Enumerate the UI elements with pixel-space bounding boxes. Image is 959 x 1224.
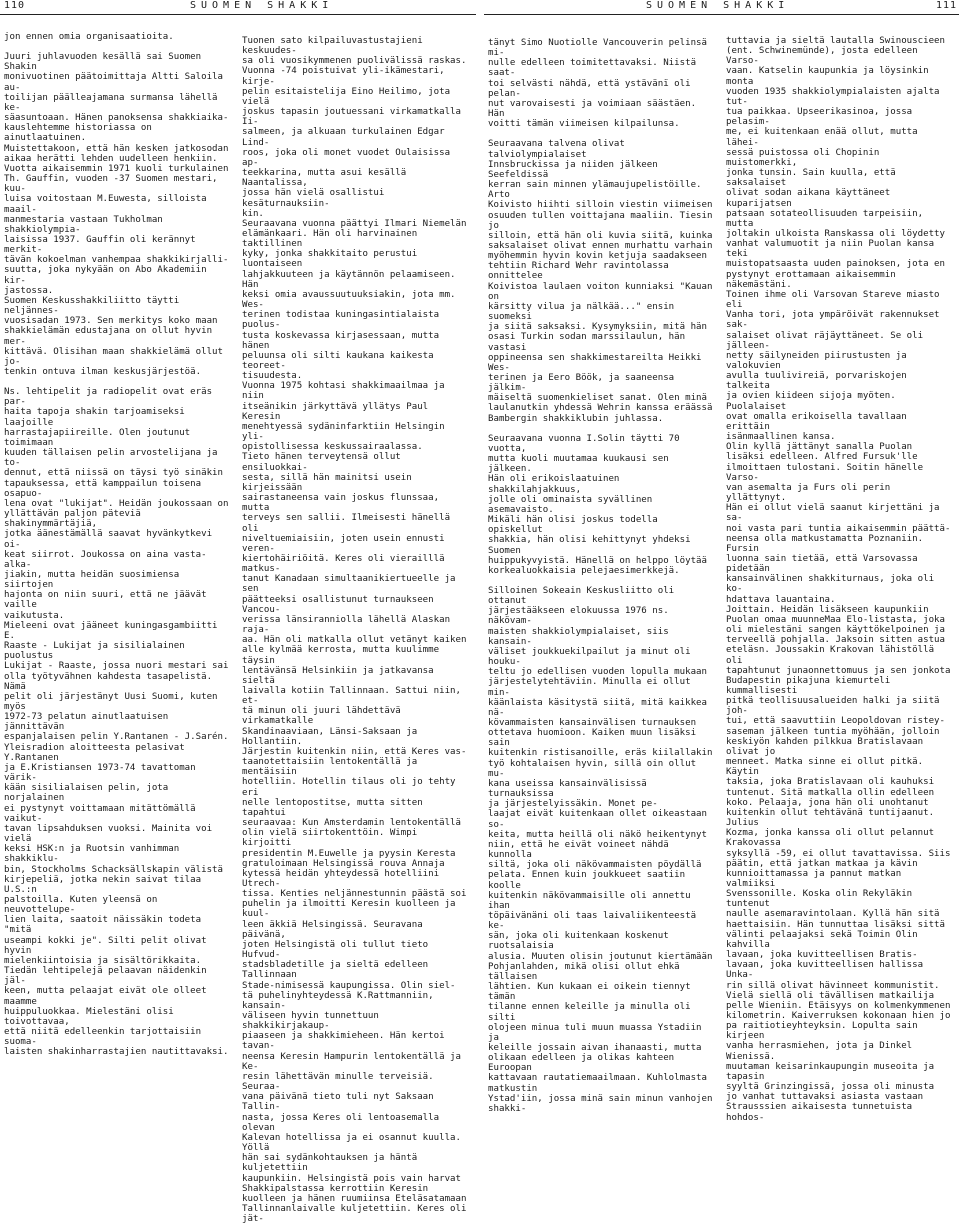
left-page-number: 110: [4, 0, 26, 11]
text-column-3: [488, 38, 716, 1114]
paragraph: Seuraavana talvena olivat talviolympialaiset Innsbruckissa ja niiden jälkeen Seefeldissä kerran sain minnen ylämaujupelistöille. Arto Koivisto hiihti silloin viestin viimeisen osuuden tullen voittajana maaliin. Tiesin jo silloin, että hän oli kuvia siitä, kuinka saksalaiset olivat ennen murhattu varhain myöhemmin hyvin kovin ketjuja saadakseen tehtiin Richard Wehr ravintolassa onnittelee Koivistoa laulaen voiton kunniaksi "Kauan on kärsitty vilua ja nälkää..." ensin suomeksi ja siitä saksaksi. Kysymyksiin, mitä hän osasi Turkin sodan marssilaulun, hän vastasi oppineensa sen shakkimestareilta Heikki Wes- terinen ja Eero Böök, ja saaneensa jälkim- mäiseltä suomenkieliset sanat. Olen minä laulanutkin yhdessä Wehrin kanssa eräässä Bambergin shakkiklubin juhlassa.: [488, 139, 713, 424]
paragraph: tuttavia ja sieltä lautalla Swinouscieen (ent. Schwinemünde), josta edelleen Varso- vaan. Katselin kaupunkia ja löysinkin monta vuoden 1935 shakkiolympialaisten ajalta tut- tua paikkaa. Upseerikasinoa, jossa pelasim- me, ei kuitenkaan enää ollut, mutta lähei- sessä puistossa oli Chopinin muistomerkki, jonka tunsin. Sain kuulla, että saksalaiset olivat sodan aikana käyttäneet kuparijatsen patsaan sotateollisuuden tarpeisiin, mutta joltakin ulkoista Ranskassa oli löydetty vanhat valumuotit ja niin Puolan kansa teki muistopatsaasta uuden painoksen, jota en pystynyt erottamaan aikaisemmin näkemästäni. Toinen ihme oli Varsovan Stareve miasto eli Vanha tori, jota ympäröivät rakennukset sak- salaiset olivat räjäyttäneet. Se oli jälleen- netty säilyneiden piirustusten ja valokuvien avulla tuulivireiä, porvariskojen talkeita ja ovien kiideen sijoja myöten. Puolalaiset ovat omalla erikoisella tavallaan erittäin isänmaallinen kansa. Olin kyllä jättänyt sanalla Puolan lisäksi edelleen. Alfred Fursuk'lle ilmoittaen tulostani. Soitin hänelle Varso- van asemalta ja Furs oli perin yllättynyt. Hän ei ollut vielä saanut kirjettäni ja sa- noi vasta pari tuntia aikaisemmin päättä- neensa olla matkustamatta Poznaniin. Fursin luonna sain tietää, että Varsovassa pidetään kansainvälinen shakkiturnaus, joka oli ko- hdattava lauantaina. Joittain. Heidän lisäkseen kaupunkiin Puolan omaa muunneMaa Elo-listasta, joka oli mielestäni sangen käyttökelpoinen ja terveellä pohjalla. Jaksoin sitten astua eteläsn. Joussakin Krakovan lähistöllä oli tapahtunut junaonnettomuus ja sen jonkota Budapestin pikajuna kiemurteli kummallisesti pitkä teollisuusalueiden halki ja siitä joh- tui, että saavuttiin Leopoldovan ristey- saseman jälkeen tuntia myöhään, jolloin keskiyön kahden pilkkua Bratislavaan olivat jo menneet. Matka sinne ei ollut pitkä. Käytin taksia, joka Bratislavaan oli kauhuksi tuntenut. Sitä matkalla ollin edelleen koko. Pelaaja, jona hän oli unohtanut kuitenkin ollut tehtävänä tuntijaanut. Julius Kozma, jonka kanssa oli ollut pelannut Krakovassa syksyllä -59, ei ollut tavattavissa. Siis päätin, että jatkan matkaa ja kävin kunnioittamassa ja pannut matkan valmiiksi Svenssonille. Koska olin Rekyläkin tuntenut naulle asemaravintolaan. Kyllä hän sitä haettaisiin. Hän tunnuttaa lisäksi sittä välinti pelaajaksi sekä Toimin Olin kahvilla lavaan, joka kuvitteellisen Bratis- lavaan, joka kuvitteellisen hallissa Unka- rin sillä olivat hävinneet kommunistit. Vielä siellä oli tävällisen matkailija pelle Wieniin. Etäisyys on kolmenkymmenen kilometrin. Kaiverruksen kokonaan hien jo pa raitiotieyhteyksin. Lopulta sain kirjeen vanha herrasmiehen, jota ja Dinkel Wienissä. muutaman keisarinkaupungin museoita ja tapasin syyltä Grinzingissä, jossa oli minusta jo vanhat tuttavaksi asiasta vastaan Strausssien aikaisesta tunnetuista hohdos-: [726, 36, 951, 1123]
paragraph: Silloinen Sokeain Keskusliitto oli ottanut järjestääkseen elokuussa 1976 ns. näkövam- maisten shakkiolympialaiset, siis kansain- väliset joukkuekilpailut ja minut oli houku- teltu jo edellisen vuoden lopulla mukaan järjestelytehtäviin. Minulla ei ollut min- käänlaista käsitystä siitä, mitä kaikkea nä- kövammaisten kansainvälisen turnauksen ottetava huomioon. Kaiken muun lisäksi sain kuitenkin ristisanoille, eräs kiilallakin työ kohtalaisen hyvin, sillä oin ollut mu- kana useissa kansainvälisissä turnauksissa ja järjestelyissäkin. Monet pe- laajat eivät kuitenkaan ollet oikeastaan so- keita, mutta heillä oli näkö heikentynyt niin, että he eivät voineet nähdä kunnolla siltä, joka oli näkövammaisten pöydällä pelata. Ennen kuin joukkueet saatiin koolle kuitenkin näkövammaisille oli annettu ihan töpäivänäni oli taas laivaliikenteestä ke- sän, joka oli kuitenkaan koskenut ruotsalaisia alusia. Muuten olisin joutunut kiertämään Pohjanlahden, mikä olisi ollut ehkä tällaisen lähtien. Kun kukaan ei oikein tiennyt tämän tilanne ennen keleille ja minulla oli silti olojeen minua tuli muun muassa Ystadiin ja keleille jossain aivan ihanaasti, mutta olikaan edelleen ja olikas kahteen Euroopan kattavaan rautatiemaailmaan. Kuhlolmasta matkustin Ystad'iin, jossa minä sain minun vanhojen shakki-: [488, 585, 713, 1114]
text-column-2: [242, 36, 470, 1224]
paragraph: Juuri juhlavuoden kesällä sai Suomen Shakin monivuotinen päätoimittaja Altti Saloila au- toilijan päälleajamana surmansa lähellä ke- säasuntoaan. Hänen panoksensa shakkiaika- kauslehtemme historiassa on ainutlaatuinen. Muistettakoon, että hän kesken jatkosodan aikaa herätti lehden uudelleen henkiin. Vuotta aikaisemmin 1971 kuoli turkulainen Th. Gauffin, vuoden -37 Suomen mestari, kuu- luisa voitostaan M.Euwesta, silloista maail- manmestaria vastaan Tukholman shakkiolympia- laisissa 1937. Gauffin oli kerännyt merkit- tävän kokoelman vanhempaa shakkikirjalli- suutta, joka nykyään on Abo Akademiin kir- jastossa. Suomen Keskusshakkiliitto täytti neljännes- vuosisadan 1973. Sen merkitys koko maan shakkielämän edustajana on ollut hyvin mer- kittävä. Olisihan maan shakkielämä ollut jo- tenkin ontuva ilman keskusjärjestöä.: [4, 52, 229, 377]
paragraph: Tuonen sato kilpailuvastustajieni keskuudes- sa oli vuosikymmenen puolivälissä raskas. Vuonna -74 poistuivat yli-ikämestari, kirje- pelin esitaistelija Eino Heilimo, jota vielä joskus tapasin joutuessani virkamatkalla Ii- salmeen, ja alkuaan turkulainen Edgar Lind- roos, joka oli monet vuodet Oulaisissa ap- teekkarina, mutta asui kesällä Naantalissa, jossa hän vielä osallistui kesäturnauksiin- kin. Seuraavana vuonna päättyi Ilmari Niemelän elämänkaari. Hän oli harvinainen taktillinen kyky, jonka shakkitaito perustui luontaiseen lahjakkuuteen ja käytännön pelaamiseen. Hän keksi omia avaussuutuuksiakin, jota mm. Wes- terinen todistaa kuningasintialaista puolus- tusta koskevassa kirjasessaan, mutta hänen peluunsa oli silti kaukana kaikesta teoreet- tisuudesta. Vuonna 1975 kohtasi shakkimaailmaa ja niin itseänikin järkyttävä yllätys Paul Keresin menehtyessä sydäninfarktiin Helsingin yli- opistollisessa keskussairaalassa. Tieto hänen terveytensä ollut ensiluokkai- sesta, sillä hän mainitsi usein kirjeissään sairastaneensa vain joskus flunssaa, mutta terveys sen sallii. Ilmeisesti hänellä oli niveltuemiaisiin, joten usein ennusti veren- kiertohäiriöitä. Keres oli vierailllä matkus- tanut Kanadaan simultaanikiertueelle ja sen päätteeksi osallistunut turnaukseen Vancou- verissa länsiranniolla lähellä Alaskan raja- aa. Hän oli matkalla ollut vetänyt kaiken alle kylmää kerrosta, mutta kuulimme täysin lentävänsä Helsinkiin ja jatkavansa sieltä laivalla kotiin Tallinnaan. Sattui niin, et- tä minun oli juuri lähdettävä virkamatkalle Skandinaaviaan, Länsi-Saksaan ja Hollantiin. Järjestin kuitenkin niin, että Keres vas- taanotettaisiin lentokentällä ja mentäisiin hotelliin. Hotellin tilaus oli jo tehty eri nelle lentopostitse, mutta sitten tapahtui seuraavaa: Kun Amsterdamin lentokentällä olin vielä siirtokenttöin. Wimpi kirjoitti presidentin M.Euwelle ja pyysin Keresta gratuloimaan Helsingissä rouva Annaja kytessä heidän yhteydessä hotelliini Utrech- tissa. Kenties neljännestunnin päästä soi puhelin ja ilmoitti Keresin kuolleen ja kuul- leen äkkiä Helsingissä. Seuravana päivänä, joten Helsingistä oli tullut tieto Hufvud- stadsbladetille ja sieltä edelleen Tallinnaan Stade-nimisessä kaupungissa. Olin siel- tä puhelinyhteydessä K.Rattmanniin, kansain- väliseen hyvin tunnettuun shakkikirjakaup- piaaseen ja shakkimieheen. Hän kertoi tavan- neensa Keresin Hampurin lentokentällä ja Ke- resin lähettävän minulle terveisiä. Seuraa- vana päivänä tieto tuli nyt Saksaan Tallin- nasta, jossa Keres oli lentoasemalla olevan Kalevan hotellissa ja ei osannut kuulla. Yöllä hän sai sydänkohtauksen ja häntä kuljetettiin kaupunkiin. Helsingistä pois vain harvat Shakkipalstassa kerrottiin Keresin kuolleen ja hänen ruumiinsa Eteläsatamaan Tallinnanlaivalle kuljetettiin. Keres oli jät-: [242, 36, 467, 1224]
left-running-head: SUOMEN SHAKKI: [190, 0, 334, 11]
paragraph: tänyt Simo Nuotiolle Vancouverin pelinsä mi- nulle edelleen toimitettavaksi. Niistä saat- toi selvästi nähdä, että ystävänï oli pelan- nut varovaisesti ja voimiaan säästäen. Hän voitti tämän viimeisen kilpailunsa.: [488, 38, 707, 130]
left-header-rule: [0, 14, 476, 15]
paragraph: Seuraavana vuonna I.Solin täytti 70 vuotta, mutta kuoli muutamaa kuukausi sen jälkeen. Hän oli erikoislaatuinen shakkilahjakkuus, jolle oli ominaista syvällinen asemavaisto. Mikäli hän olisi joskus todella opiskellut shakkia, hän olisi kehittynyt yhdeksi Suomen huippukyvyistä. Hänellä on helppo löytää korkealuokkaisia pelejaesimerkkejä.: [488, 433, 707, 576]
paragraph: jon ennen omia organisaatioita.: [4, 32, 174, 42]
text-column-1: [4, 32, 232, 1058]
paragraph: Ns. lehtipelit ja radiopelit ovat eräs par- haita tapoja shakin tarjoamiseksi laajoille harrastajapiireille. Olen joutunut toimimaan kuuden tällaisen pelin arvostelijana ja to- dennut, että niissä on täysi työ sinäkin tapauksessa, että kamppailun toisena osapuo- lena ovat "lukijat". Heidän joukossaan on yllättävän paljon päteviä shakinymmärtäjiä, jotka äänestämällä saavat hyvänkytkevi oi- keat siirrot. Joukossa on aina vasta-alka- jiakin, mutta heidän suosimiensa siirtojen hajonta on niin suuri, että ne jäävät vaille vaikutusta. Mieleeni ovat jääneet kuningasgambiitti E. Raaste - Lukijat ja sisilialainen puolustus Lukijat - Raaste, jossa nuori mestari sai olla työtyvähnen kahdesta tasapelistä. Nämä pelit oli järjestänyt Uusi Suomi, kuten myös 1972-73 pelatun ainutlaatuisen jännittävän espanjalaisen pelin Y.Rantanen - J.Sarén. Yleisradion aloitteesta pelasivat Y.Rantanen ja E.Kristiansen 1973-74 tavattoman värik- kään sisilialaisen pelin, jota norjalainen ei pystynyt voittamaan mitättömällä vaikut- tavan lipsahduksen vuoksi. Mainita voi vielä keksi HSK:n ja Ruotsin vanhimman shakkiklu- bin, Stockholms Schacksällskapin välistä kirjepeliä, jotka nekin saivat tilaa U.S.:n palstoilla. Kuten yleensä on neuvottelupe- lien laita, saatoit näissäkin todeta "mitä useampi kokki je". Silti pelit olivat hyvin mielenkiintoisia ja sisältörikkaita. Tiedän lehtipelejä pelaavan näidenkin jäl- keen, mutta pelaajat eivät ole olleet maamme huippuluokkaa. Mielestäni olisi toivottavaa, että niitä edelleenkin tarjottaisiin suoma- laisten shakinharrastajien nautittavaksi.: [4, 387, 229, 1058]
right-running-head: SUOMEN SHAKKI: [646, 0, 790, 11]
right-header-rule: [484, 14, 959, 15]
text-column-4: [726, 36, 954, 1123]
right-page-number: 111: [936, 0, 958, 11]
